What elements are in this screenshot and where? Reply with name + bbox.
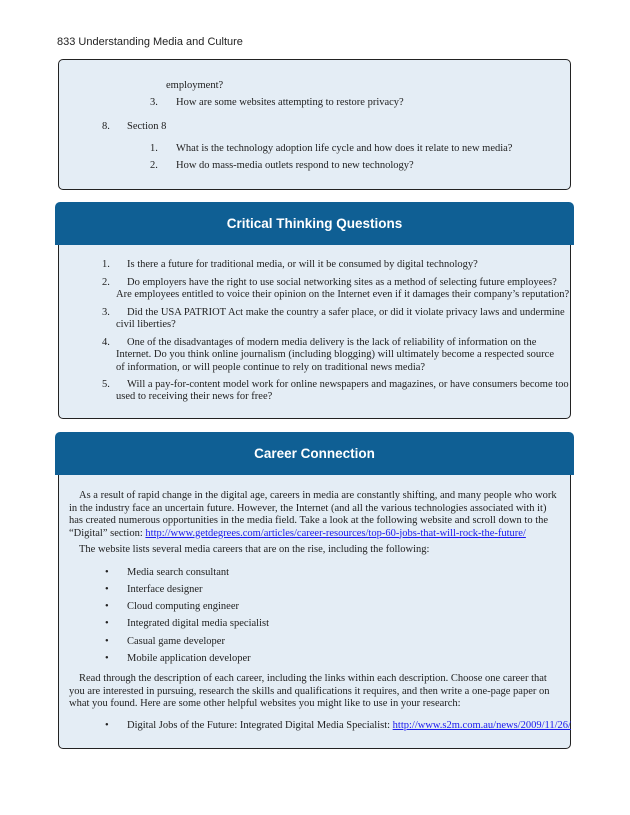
career-item: Mobile application developer <box>127 653 251 664</box>
career-paragraph: Read through the description of each career, including the links within each description. Choose one career that you are interested in pursuing, research the skills and qualifications it requires, and then write a one-page paper on what you found. Here are some other helpful websites you might like to use in your research: <box>69 673 550 709</box>
critical-thinking-box <box>58 232 571 419</box>
career-item: Interface designer <box>127 584 203 595</box>
career-item: Media search consultant <box>127 567 230 578</box>
getdegrees-link[interactable]: http://www.getdegrees.com/articles/career-resources/top-60-jobs-that-will-rock-the-future/ <box>145 527 526 539</box>
question-text-cont: used to receiving their news for free? <box>116 391 273 402</box>
paragraph-text: As a result of rapid change in the digital age, careers in media are constantly shifting, and many people who work in the industry face an uncertain future. However, the Internet (and all the various technologies associated with it) has created numerous opportunities in the media field. Take a look at the following website and scroll down to the “Digital” section: <box>69 490 557 539</box>
career-item: Cloud computing engineer <box>127 601 239 612</box>
bullet-icon: • <box>105 601 109 612</box>
question-text: Did the USA PATRIOT Act make the country a safer place, or did it violate privacy laws and undermine <box>127 307 565 318</box>
item-number: 3. <box>102 307 110 318</box>
item-number: 2. <box>150 160 158 171</box>
career-item: Casual game developer <box>127 636 225 647</box>
career-item: Integrated digital media specialist <box>127 618 269 629</box>
item-number: 4. <box>102 337 110 348</box>
section-title: Career Connection <box>254 446 375 461</box>
section-title: Critical Thinking Questions <box>226 216 403 231</box>
bullet-icon: • <box>105 720 109 731</box>
item-number: 1. <box>102 259 110 270</box>
bullet-icon: • <box>105 636 109 647</box>
question-text: Will a pay-for-content model work for online newspapers and magazines, or have consumers become too <box>127 379 569 390</box>
item-number: 3. <box>150 97 158 108</box>
review-question: How do mass-media outlets respond to new technology? <box>176 160 414 171</box>
review-question: How are some websites attempting to restore privacy? <box>176 97 404 108</box>
question-text-cont: civil liberties? <box>116 319 176 330</box>
career-paragraph: The website lists several media careers that are on the rise, including the following: <box>79 544 430 555</box>
bullet-icon: • <box>105 653 109 664</box>
s2m-link[interactable]: http://www.s2m.com.au/news/2009/11/26/ <box>392 720 571 731</box>
bullet-icon: • <box>105 584 109 595</box>
running-head: 833 Understanding Media and Culture <box>57 36 243 48</box>
item-number: 1. <box>150 143 158 154</box>
review-question: What is the technology adoption life cycle and how does it relate to new media? <box>176 143 513 154</box>
continued-text: employment? <box>166 80 224 91</box>
bullet-icon: • <box>105 567 109 578</box>
resource-label: Digital Jobs of the Future: Integrated Digital Media Specialist: <box>127 720 391 731</box>
question-text-cont: Internet. Do you think online journalism (including blogging) will ultimately become a respected source of information, or will people continue to rely on traditional news media? <box>116 349 554 373</box>
bullet-icon: • <box>105 618 109 629</box>
review-questions-box <box>58 59 571 190</box>
section-label: Section 8 <box>127 121 167 132</box>
item-number: 2. <box>102 277 110 288</box>
section-number: 8. <box>102 121 110 132</box>
question-text: One of the disadvantages of modern media delivery is the lack of reliability of information on the <box>127 337 537 348</box>
career-paragraph <box>69 490 563 540</box>
question-text: Is there a future for traditional media, or will it be consumed by digital technology? <box>127 259 478 270</box>
career-connection-header <box>55 432 574 475</box>
resource-item <box>127 720 571 733</box>
career-connection-box <box>58 462 571 749</box>
question-text-cont: Are employees entitled to voice their opinion on the Internet even if it damages their company’s reputation? <box>116 289 570 300</box>
critical-thinking-header <box>55 202 574 245</box>
item-number: 5. <box>102 379 110 390</box>
question-text: Do employers have the right to use social networking sites as a method of selecting future employees? <box>127 277 557 288</box>
